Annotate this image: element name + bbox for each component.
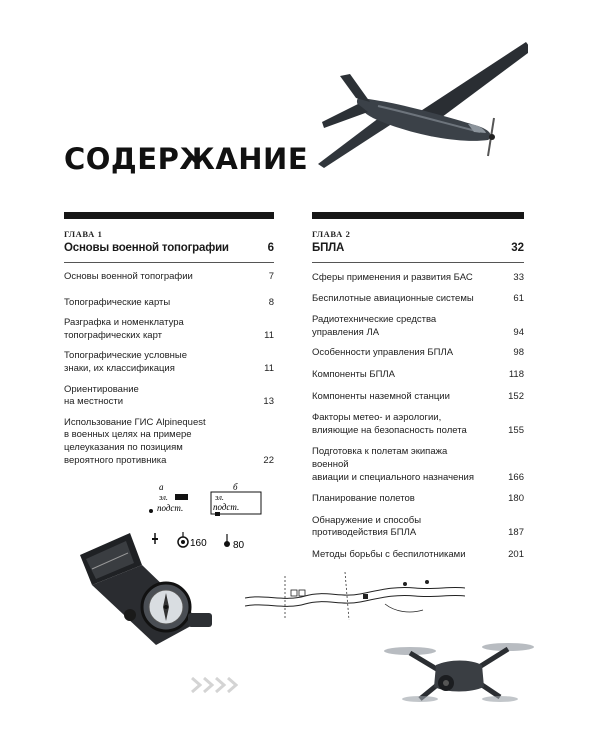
toc-entry-title: Факторы метео- и аэрологии, влияющие на безопасность полета	[312, 412, 467, 436]
toc-entry-title: Подготовка к полетам экипажа военной авиации и специального назначения	[312, 446, 475, 483]
toc-entry-title: Компоненты наземной станции	[312, 390, 450, 402]
toc-entry-title: Особенности управления БПЛА	[312, 347, 454, 359]
toc-entry-page: 94	[513, 326, 524, 338]
toc-entry-page: 7	[268, 271, 274, 282]
chapter-2-label: ГЛАВА 2	[312, 229, 351, 239]
toc-entry-page: 11	[264, 362, 274, 374]
toc-entry[interactable]	[64, 384, 274, 409]
toc-entry[interactable]	[312, 369, 524, 382]
chapter-2-bar	[312, 212, 524, 219]
toc-entry-title: Разграфка и номенклатура топографических карт	[64, 317, 184, 341]
toc-entry-title: Методы борьбы с беспилотниками	[312, 548, 466, 560]
toc-entry-title: Обнаружение и способы противодействия БПЛА	[312, 514, 422, 539]
page-title: СОДЕРЖАНИЕ	[64, 142, 309, 176]
sign-b-line1: эл.	[215, 493, 224, 502]
toc-entry-page: 155	[508, 424, 524, 436]
toc-entry[interactable]	[312, 347, 524, 360]
toc-entry[interactable]	[64, 297, 274, 310]
toc-entry-page: 166	[508, 471, 524, 483]
toc-entry-page: 11	[264, 329, 274, 341]
toc-entry-page: 33	[513, 272, 524, 283]
chapter-2-column	[312, 212, 524, 562]
chapter-2-page: 32	[511, 242, 524, 254]
toc-entry[interactable]	[312, 391, 524, 404]
toc-entry[interactable]	[64, 271, 274, 284]
toc-entry-page: 118	[508, 368, 524, 380]
sign-a-line2: подст.	[157, 503, 184, 513]
chapter-1-page: 6	[267, 242, 274, 254]
chapter-2-header[interactable]	[312, 242, 524, 263]
chapter-2-entries	[312, 272, 524, 562]
toc-entry[interactable]	[312, 549, 524, 562]
sign-a-letter: а	[159, 482, 164, 492]
toc-entry[interactable]	[312, 314, 524, 339]
toc-entry-title: Топографические условные знаки, их классификация	[64, 350, 188, 374]
toc-entry[interactable]	[312, 272, 524, 285]
toc-entry-page: 13	[263, 396, 274, 408]
toc-entry-page: 180	[508, 493, 524, 505]
toc-entry[interactable]	[64, 417, 274, 467]
toc-entry-title: Компоненты БПЛА	[312, 368, 396, 380]
chapter-1-label: ГЛАВА 1	[64, 229, 103, 239]
chapter-1-header[interactable]	[64, 242, 274, 263]
toc-entry-title: Использование ГИС Alpinequest в военных целях на примере целеуказания по позициям вероятного противника	[64, 416, 206, 466]
sign-b-letter: б	[233, 482, 238, 492]
toc-entry-title: Планирование полетов	[312, 493, 415, 505]
toc-entry-title: Топографические карты	[64, 296, 171, 308]
chevron-icon	[190, 676, 238, 694]
toc-entry[interactable]	[312, 493, 524, 506]
toc-entry-title: Основы военной топографии	[64, 271, 193, 282]
toc-entry-title: Беспилотные авиационные системы	[312, 292, 474, 304]
chapter-1-column	[64, 212, 274, 467]
toc-entry-title: Сферы применения и развития БАС	[312, 272, 473, 283]
toc-entry-page: 98	[513, 347, 524, 359]
mark-160: 160	[190, 538, 207, 549]
toc-entry-page: 8	[268, 296, 274, 308]
toc-entry-title: Радиотехнические средства управления ЛА	[312, 314, 437, 338]
toc-entry[interactable]	[64, 317, 274, 342]
toc-entry-title: Ориентирование на местности	[64, 383, 139, 408]
toc-entry-page: 61	[513, 292, 524, 304]
drone-illustration	[380, 635, 535, 715]
plane-illustration	[318, 40, 528, 175]
toc-entry[interactable]	[312, 446, 524, 484]
toc-entry-page: 152	[508, 390, 524, 402]
toc-entry[interactable]	[312, 412, 524, 437]
chapter-2-title: БПЛА	[312, 242, 345, 254]
toc-entry-page: 187	[508, 527, 524, 539]
toc-entry-page: 201	[508, 548, 524, 560]
chapter-1-entries	[64, 271, 274, 467]
chapter-1-bar	[64, 212, 274, 219]
compass-illustration	[70, 525, 220, 650]
mark-80: 80	[233, 540, 245, 551]
sign-a-line1: эл.	[159, 493, 168, 502]
sign-b-line2: подст.	[213, 502, 240, 512]
chapter-1-title: Основы военной топографии	[64, 242, 229, 254]
toc-entry[interactable]	[64, 350, 274, 375]
toc-entry-page: 22	[263, 454, 274, 466]
toc-entry[interactable]	[312, 293, 524, 306]
toc-entry[interactable]	[312, 515, 524, 540]
map-fragment	[245, 568, 465, 623]
